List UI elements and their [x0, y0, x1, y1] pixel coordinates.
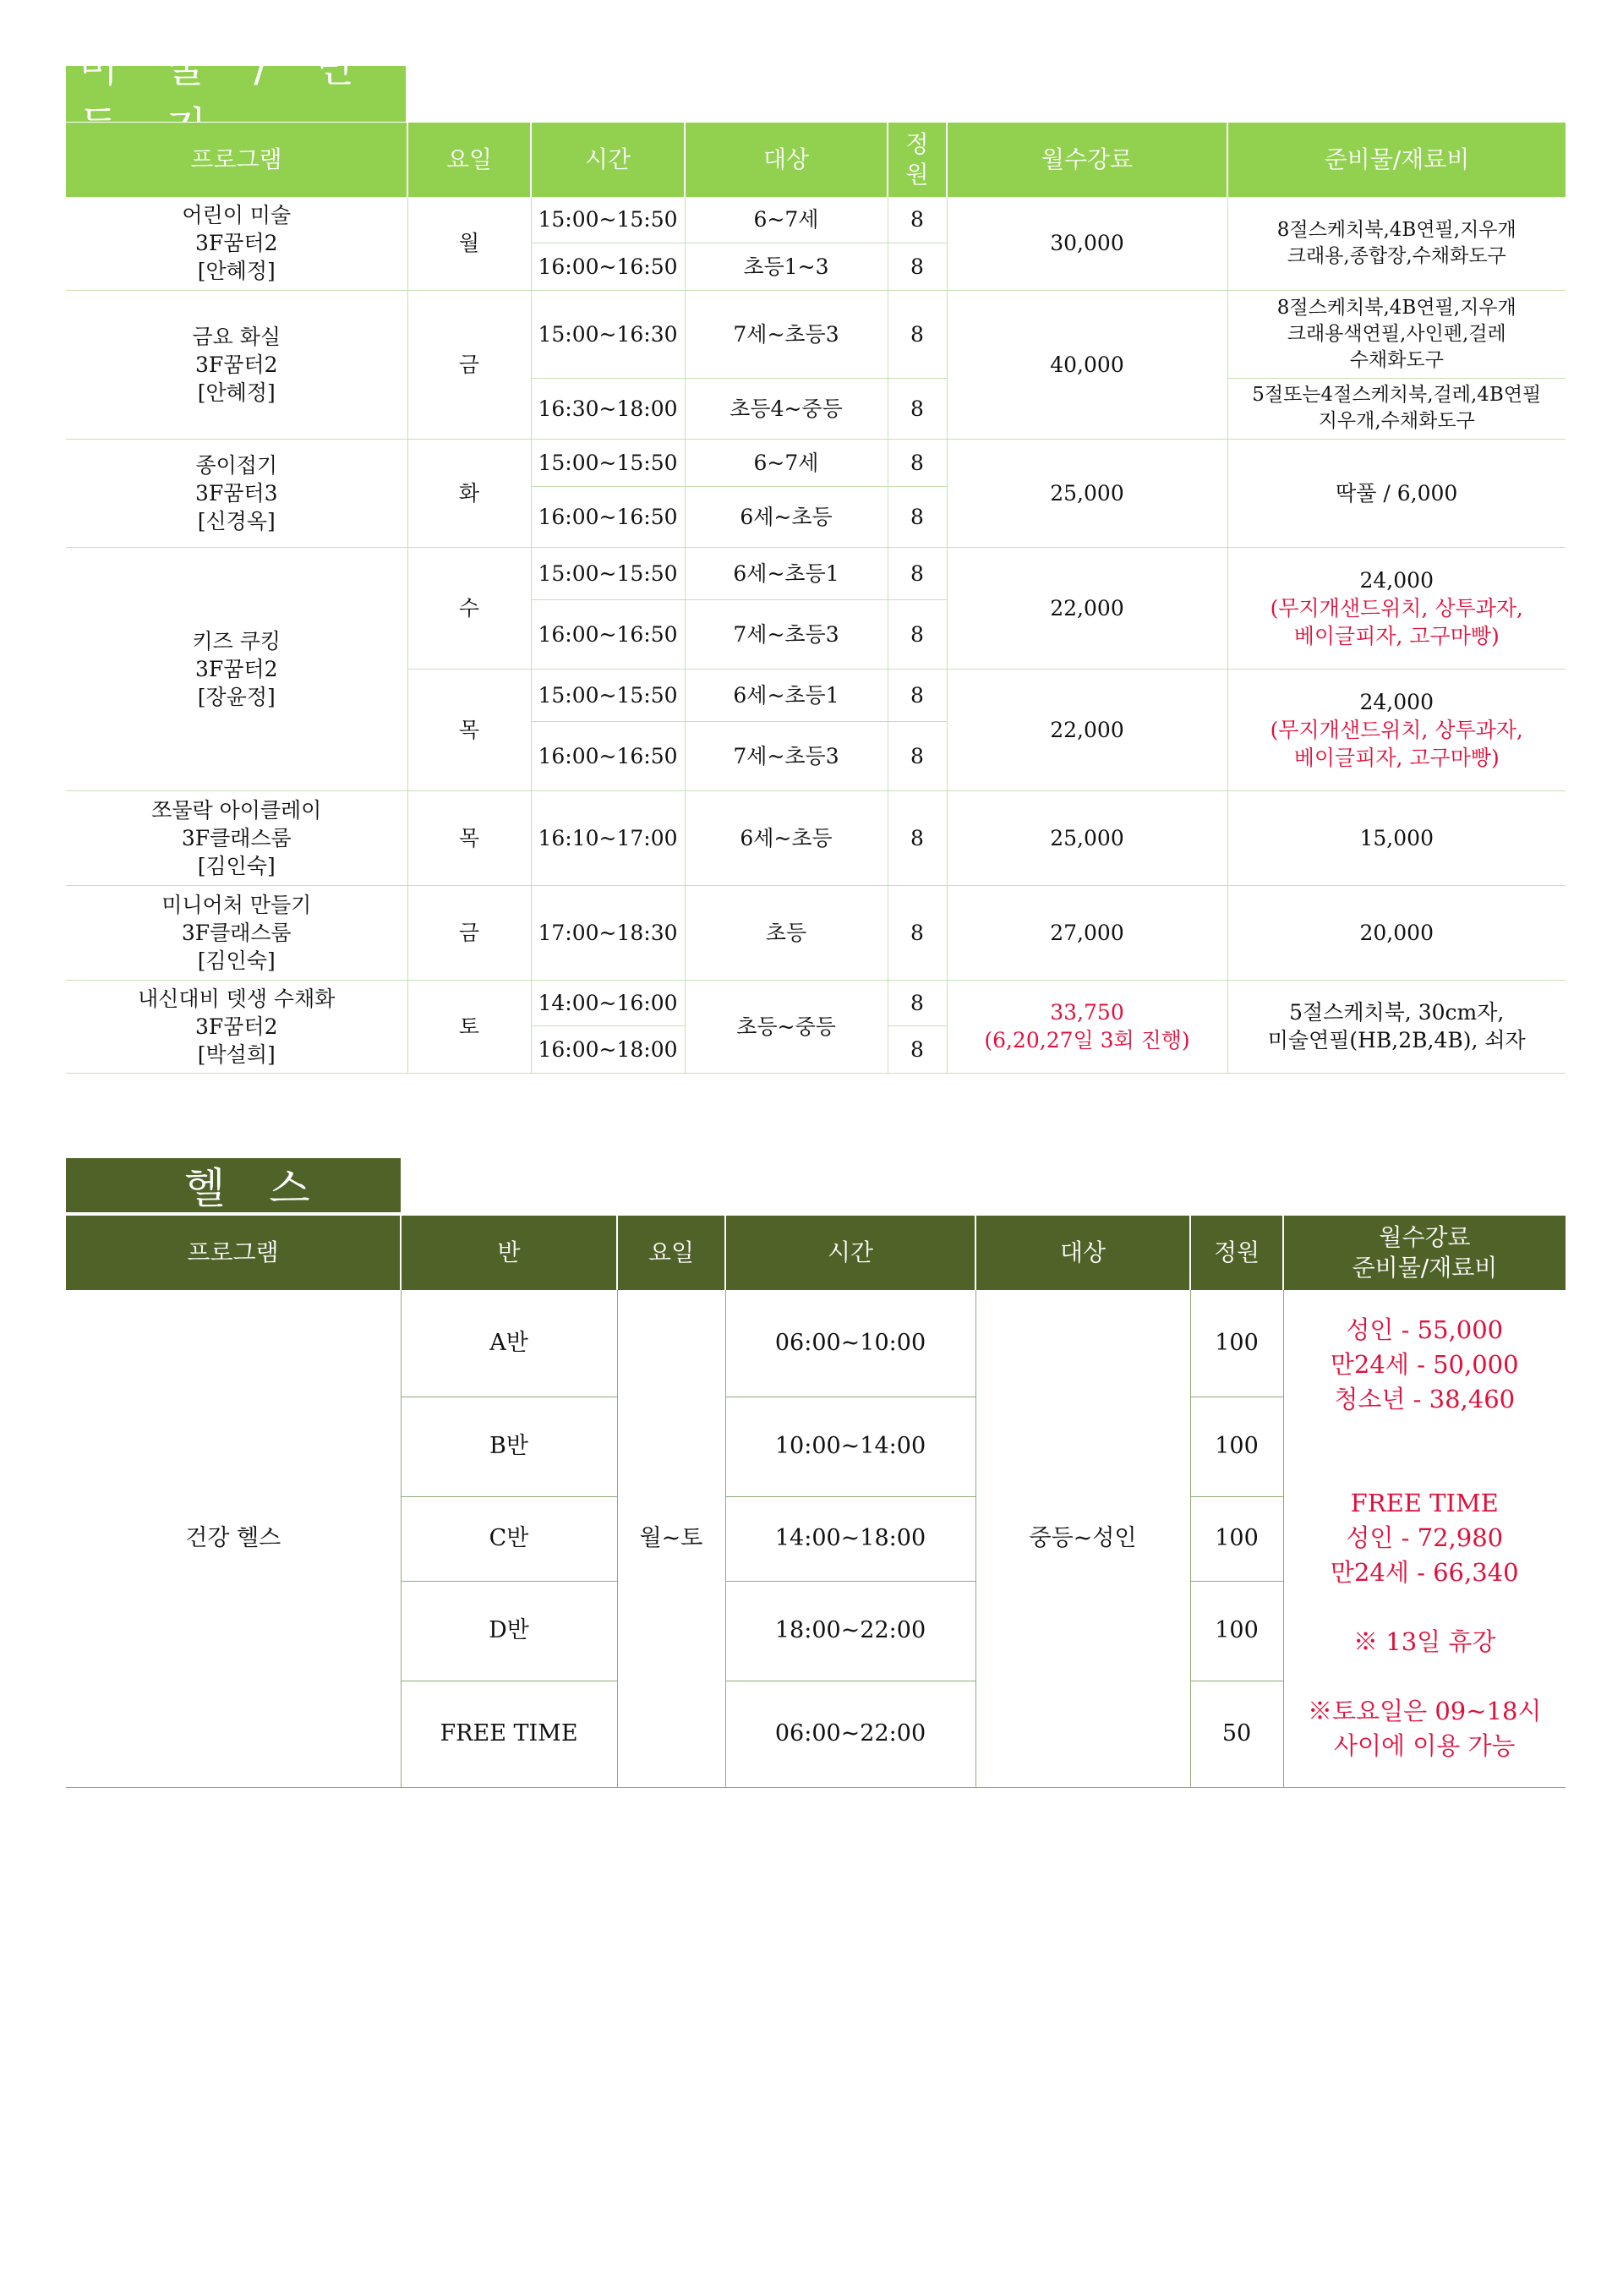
fee-value: 33,750 [1050, 1000, 1124, 1025]
capacity-cell: 100 [1190, 1581, 1283, 1681]
header-program: 프로그램 [66, 123, 407, 197]
header-fee: 월수강료 [947, 123, 1227, 197]
materials-cell [1227, 547, 1566, 669]
program-cell [66, 547, 407, 790]
target-cell: 초등1~3 [685, 243, 888, 290]
target-cell: 초등4~중등 [685, 378, 888, 439]
header-capacity: 정 원 [888, 123, 947, 197]
day-cell: 목 [407, 669, 531, 790]
class-cell: FREE TIME [401, 1681, 617, 1787]
time-cell: 14:00~16:00 [531, 980, 685, 1025]
materials-cell: 20,000 [1227, 885, 1566, 980]
time-cell: 15:00~15:50 [531, 669, 685, 721]
capacity-cell: 100 [1190, 1290, 1283, 1397]
fee-cell: 27,000 [947, 885, 1227, 980]
table-row [66, 290, 1566, 378]
capacity-cell: 8 [888, 1025, 947, 1073]
program-cell [66, 790, 407, 885]
materials-line: 미술연필(HB,2B,4B), 쇠자 [1267, 1028, 1526, 1052]
target-cell: 6~7세 [685, 439, 888, 486]
table-row [66, 1290, 1566, 1397]
header-materials: 준비물/재료비 [1352, 1254, 1498, 1282]
day-cell: 화 [407, 439, 531, 547]
capacity-cell: 8 [888, 486, 947, 547]
material-note: 베이글피자, 고구마빵) [1293, 745, 1500, 770]
table-row [66, 197, 1566, 243]
program-name: 키즈 쿠킹 [192, 628, 281, 653]
capacity-cell: 8 [888, 669, 947, 721]
class-cell: A반 [401, 1290, 617, 1397]
capacity-cell: 8 [888, 378, 947, 439]
program-room: 3F꿈터2 [195, 1014, 278, 1039]
table-row [66, 980, 1566, 1025]
target-cell: 6세~초등 [685, 486, 888, 547]
materials-cell [1227, 290, 1566, 378]
time-cell: 17:00~18:30 [531, 885, 685, 980]
header-day: 요일 [407, 123, 531, 197]
target-cell: 7세~초등3 [685, 290, 888, 378]
program-cell [66, 290, 407, 439]
health-program-table [66, 1216, 1566, 1788]
program-name: 미니어처 만들기 [161, 892, 312, 917]
time-cell: 15:00~15:50 [531, 547, 685, 599]
time-cell: 16:10~17:00 [531, 790, 685, 885]
materials-line: 8절스케치북,4B연필,지우개 [1276, 296, 1516, 319]
header-program: 프로그램 [66, 1216, 401, 1290]
capacity-cell: 8 [888, 885, 947, 980]
capacity-cell: 100 [1190, 1496, 1283, 1581]
materials-cell [1227, 980, 1566, 1073]
materials-line: 5절또는4절스케치북,걸레,4B연필 [1252, 384, 1542, 406]
art-header-row [66, 123, 1566, 197]
program-name: 쪼물락 아이클레이 [151, 797, 322, 823]
target-cell: 6~7세 [685, 197, 888, 243]
program-room: 3F꿈터3 [195, 480, 278, 506]
materials-cell: 15,000 [1227, 790, 1566, 885]
header-time: 시간 [531, 123, 685, 197]
program-name: 금요 화실 [192, 324, 281, 349]
day-cell: 금 [407, 290, 531, 439]
table-row [66, 790, 1566, 885]
fee-cell: 40,000 [947, 290, 1227, 439]
fee-cell: 25,000 [947, 790, 1227, 885]
program-name: 종이접기 [195, 452, 278, 478]
header-target: 대상 [685, 123, 888, 197]
fee-note: (6,20,27일 3회 진행) [984, 1028, 1190, 1052]
header-capacity: 정원 [1190, 1216, 1283, 1290]
fee-line: 청소년 - 38,460 [1334, 1385, 1516, 1414]
fee-line: 성인 - 72,980 [1346, 1523, 1504, 1553]
fee-line: 만24세 - 50,000 [1330, 1350, 1519, 1380]
class-cell: B반 [401, 1397, 617, 1496]
target-cell: 7세~초등3 [685, 599, 888, 669]
material-price: 24,000 [1359, 567, 1434, 593]
capacity-cell: 50 [1190, 1681, 1283, 1787]
material-note: (무지개샌드위치, 상투과자, [1270, 595, 1523, 620]
holiday-note: ※ 13일 휴강 [1353, 1627, 1496, 1657]
time-cell: 14:00~18:00 [725, 1496, 975, 1581]
target-cell: 중등~성인 [975, 1290, 1190, 1787]
day-cell: 토 [407, 980, 531, 1073]
materials-line: 크래용,종합장,수채화도구 [1287, 244, 1506, 267]
target-cell: 초등~중등 [685, 980, 888, 1073]
materials-cell [1227, 197, 1566, 290]
class-cell: D반 [401, 1581, 617, 1681]
capacity-cell: 100 [1190, 1397, 1283, 1496]
fee-cell: 22,000 [947, 547, 1227, 669]
program-teacher: [김인숙] [197, 948, 276, 973]
program-cell: 건강 헬스 [66, 1290, 401, 1787]
header-class: 반 [401, 1216, 617, 1290]
capacity-cell: 8 [888, 599, 947, 669]
fee-line: 성인 - 55,000 [1346, 1315, 1504, 1345]
art-section-title: 미 술 / 만 [66, 66, 406, 122]
table-row [66, 885, 1566, 980]
saturday-note: ※토요일은 09~18시 [1308, 1697, 1542, 1726]
program-teacher: [안혜정] [197, 380, 276, 405]
fee-cell: 22,000 [947, 669, 1227, 790]
health-section-title: 헬 스 [66, 1158, 401, 1212]
program-cell [66, 197, 407, 290]
header-target: 대상 [975, 1216, 1190, 1290]
time-cell: 15:00~16:30 [531, 290, 685, 378]
program-room: 3F꿈터2 [195, 352, 278, 377]
materials-line: 8절스케치북,4B연필,지우개 [1276, 218, 1516, 241]
header-time: 시간 [725, 1216, 975, 1290]
target-cell: 7세~초등3 [685, 721, 888, 790]
program-teacher: [김인숙] [197, 853, 276, 878]
program-room: 3F꿈터2 [195, 656, 278, 681]
time-cell: 15:00~15:50 [531, 197, 685, 243]
fee-cell [947, 980, 1227, 1073]
program-teacher: [신경옥] [197, 508, 276, 533]
materials-line: 5절스케치북, 30cm자, [1289, 1000, 1505, 1025]
header-materials: 준비물/재료비 [1227, 123, 1566, 197]
target-cell: 초등 [685, 885, 888, 980]
materials-line: 수채화도구 [1349, 348, 1444, 371]
time-cell: 16:00~16:50 [531, 599, 685, 669]
materials-cell [1227, 378, 1566, 439]
program-cell [66, 885, 407, 980]
capacity-cell: 8 [888, 980, 947, 1025]
material-price: 24,000 [1359, 689, 1434, 714]
program-name: 내신대비 뎃생 수채화 [138, 986, 336, 1011]
fee-line: 만24세 - 66,340 [1330, 1558, 1519, 1588]
day-cell: 월 [407, 197, 531, 290]
capacity-cell: 8 [888, 290, 947, 378]
header-day: 요일 [617, 1216, 725, 1290]
capacity-cell: 8 [888, 790, 947, 885]
capacity-cell: 8 [888, 197, 947, 243]
material-note: 베이글피자, 고구마빵) [1293, 623, 1500, 648]
target-cell: 6세~초등1 [685, 547, 888, 599]
program-name: 어린이 미술 [182, 203, 292, 228]
fee-cell: 25,000 [947, 439, 1227, 547]
header-fee-materials [1283, 1216, 1566, 1290]
fee-cell [1283, 1290, 1566, 1787]
day-cell: 월~토 [617, 1290, 725, 1787]
day-cell: 수 [407, 547, 531, 669]
target-cell: 6세~초등 [685, 790, 888, 885]
materials-cell [1227, 669, 1566, 790]
program-room: 3F클래스룸 [181, 920, 292, 945]
time-cell: 18:00~22:00 [725, 1581, 975, 1681]
saturday-note: 사이에 이용 가능 [1333, 1731, 1516, 1761]
material-note: (무지개샌드위치, 상투과자, [1270, 717, 1523, 742]
materials-cell: 딱풀 / 6,000 [1227, 439, 1566, 547]
table-row [66, 547, 1566, 599]
time-cell: 06:00~22:00 [725, 1681, 975, 1787]
capacity-cell: 8 [888, 547, 947, 599]
time-cell: 06:00~10:00 [725, 1290, 975, 1397]
header-fee: 월수강료 [1379, 1223, 1471, 1251]
program-cell [66, 980, 407, 1073]
time-cell: 16:30~18:00 [531, 378, 685, 439]
class-cell: C반 [401, 1496, 617, 1581]
materials-line: 지우개,수채화도구 [1318, 410, 1475, 432]
target-cell: 6세~초등1 [685, 669, 888, 721]
fee-cell: 30,000 [947, 197, 1227, 290]
materials-line: 크래용색연필,사인펜,걸레 [1287, 322, 1506, 345]
time-cell: 16:00~16:50 [531, 721, 685, 790]
art-program-table [66, 123, 1566, 1074]
health-header-row [66, 1216, 1566, 1290]
table-row [66, 439, 1566, 486]
time-cell: 16:00~16:50 [531, 243, 685, 290]
day-cell: 금 [407, 885, 531, 980]
capacity-cell: 8 [888, 243, 947, 290]
time-cell: 15:00~15:50 [531, 439, 685, 486]
program-teacher: [박설희] [197, 1041, 276, 1067]
capacity-cell: 8 [888, 439, 947, 486]
capacity-cell: 8 [888, 721, 947, 790]
time-cell: 16:00~16:50 [531, 486, 685, 547]
time-cell: 10:00~14:00 [725, 1397, 975, 1496]
time-cell: 16:00~18:00 [531, 1025, 685, 1073]
program-room: 3F꿈터2 [195, 231, 278, 256]
program-room: 3F클래스룸 [181, 825, 292, 850]
program-teacher: [장윤정] [197, 684, 276, 709]
program-cell [66, 439, 407, 547]
program-teacher: [안혜정] [197, 259, 276, 284]
free-time-label: FREE TIME [1350, 1489, 1499, 1518]
day-cell: 목 [407, 790, 531, 885]
